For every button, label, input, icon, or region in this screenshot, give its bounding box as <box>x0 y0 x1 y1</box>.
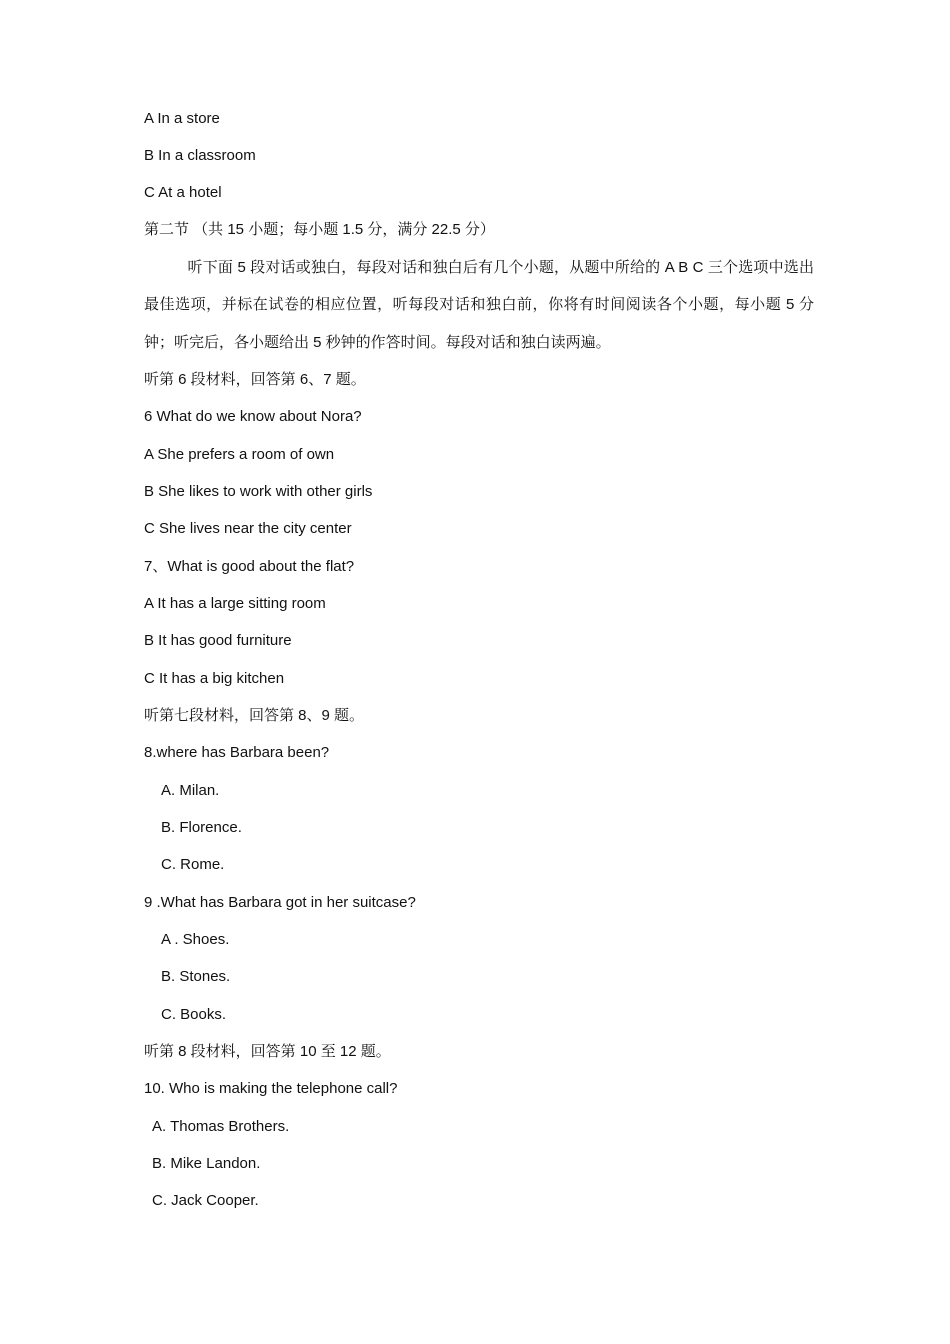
question-10-option-a: A. Thomas Brothers. <box>152 1118 290 1135</box>
passage-6-heading: 听第 6 段材料，回答第 6、7 题。 <box>144 371 366 388</box>
question-9-option-b: B. Stones. <box>161 968 231 985</box>
question-6-option-c: C She lives near the city center <box>144 520 352 537</box>
question-8: 8.where has Barbara been? <box>144 744 330 761</box>
question-7-option-a: A It has a large sitting room <box>144 595 326 612</box>
question-10-option-b: B. Mike Landon. <box>152 1155 261 1172</box>
question-6: 6 What do we know about Nora? <box>144 408 362 425</box>
question-7: 7、What is good about the flat? <box>144 558 355 575</box>
question-10: 10. Who is making the telephone call? <box>144 1080 398 1097</box>
option-a-store: A In a store <box>144 110 220 127</box>
question-10-option-c: C. Jack Cooper. <box>152 1192 259 1209</box>
passage-7-heading: 听第七段材料，回答第 8、9 题。 <box>144 707 365 724</box>
question-9-option-c: C. Books. <box>161 1006 227 1023</box>
section-heading: 第二节 （共 15 小题；每小题 1.5 分，满分 22.5 分） <box>144 221 495 238</box>
question-8-option-b: B. Florence. <box>161 819 242 836</box>
question-9-option-a: A . Shoes. <box>161 931 230 948</box>
option-b-classroom: B In a classroom <box>144 147 256 164</box>
question-6-option-a: A She prefers a room of own <box>144 446 335 463</box>
passage-8-heading: 听第 8 段材料，回答第 10 至 12 题。 <box>144 1043 391 1060</box>
question-6-option-b: B She likes to work with other girls <box>144 483 373 500</box>
question-8-option-a: A. Milan. <box>161 782 220 799</box>
option-c-hotel: C At a hotel <box>144 184 222 201</box>
question-8-option-c: C. Rome. <box>161 856 225 873</box>
question-7-option-c: C It has a big kitchen <box>144 670 285 687</box>
section-instructions: 听下面 5 段对话或独白，每段对话和独白后有几个小题，从题中所给的 A B C 三个选项中选出最佳选项，并标在试卷的相应位置，听每段对话和独白前，你将有时间阅读各个小题，每小题 5 分钟；听完后，各小题给出 5 秒钟的作答时间。每段对话和独白读两遍。 <box>144 259 814 351</box>
question-9: 9 .What has Barbara got in her suitcase? <box>144 894 416 911</box>
question-7-option-b: B It has good furniture <box>144 632 292 649</box>
